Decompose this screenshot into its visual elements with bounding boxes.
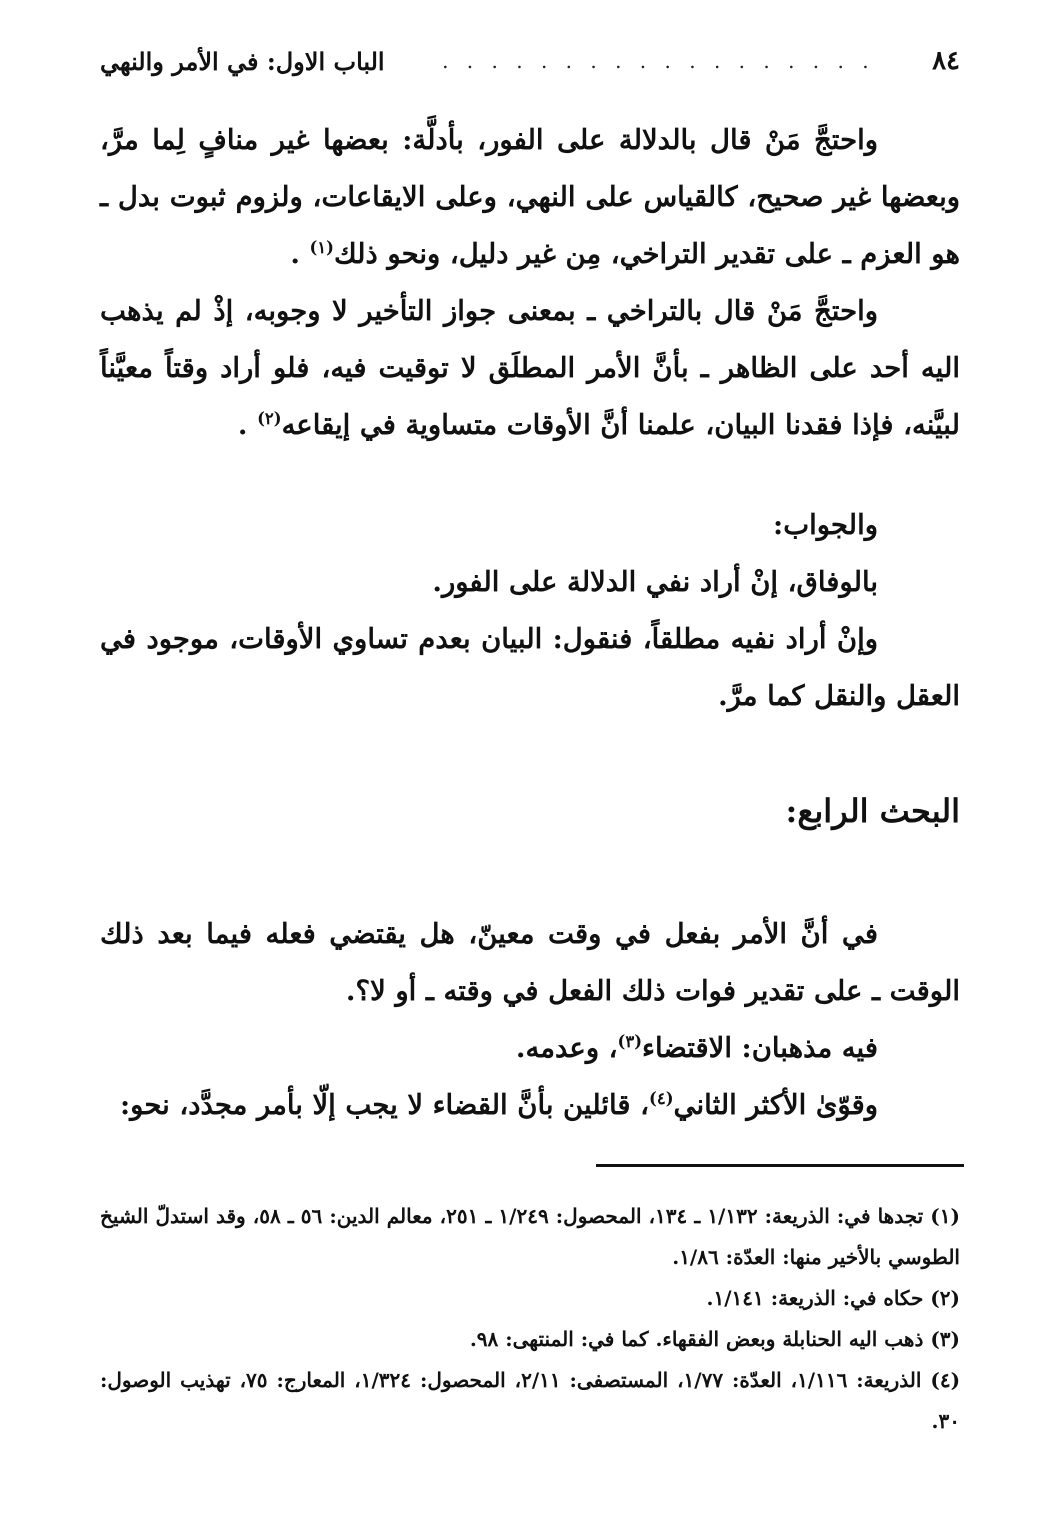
argument-section [100,112,960,454]
header-leader-dots: . . . . . . . . . . . . . . . . . . [442,49,875,73]
footnote-2: (٢) حكاه في: الذريعة: ١/١٤١. [706,1286,960,1310]
paragraph-delay-argument: واحتجَّ مَنْ قال بالتراخي ـ بمعنى جواز التأخير لا وجوبه، إذْ لم يذهب اليه أحد على الظاهر ـ بأنَّ الأمر المطلَق لا توقيت فيه، فلو أراد وقتاً معيَّناً لبيَّنه، فإذا فقدنا البيان، علمنا أنَّ الأوقات متساوية في إيقاعه$^{(٢)}$ . [100,295,960,441]
topic-question: في أنَّ الأمر بفعل في وقت معينّ، هل يقتضي فعله فيما بعد ذلك الوقت ـ على تقدير فوات ذلك الفعل في وقته ـ أو لا؟. [100,918,960,1007]
footnote-separator [596,1164,964,1167]
two-schools-line: فيه مذهبان: الاقتضاء$^{(٣)}$، وعدمه. [515,1031,878,1064]
page-header [100,38,960,84]
answer-label: والجواب: [773,509,878,541]
footnote-4: (٤) الذريعة: ١/١١٦، العدّة: ١/٧٧، المستصفى: ٢/١١، المحصول: ١/٣٢٤، المعارج: ٧٥، تهذيب الوصول: ٣٠. [100,1368,961,1433]
footnote-1: (١) تجدها في: الذريعة: ١/١٣٢ ـ ١٣٤، المحصول: ١/٢٤٩ ـ ٢٥١، معالم الدين: ٥٦ ـ ٥٨، وقد استدلّ الشيخ الطوسي بالأخير منها: العدّة: ١/٨٦. [100,1204,960,1269]
answer-section [100,497,960,725]
answer-line-2: وإنْ أراد نفيه مطلقاً، فنقول: البيان بعدم تساوي الأوقات، موجود في العقل والنقل كما مرَّ. [100,623,960,712]
fourth-topic-section [100,906,960,1134]
answer-line-1: بالوفاق، إنْ أراد نفي الدلالة على الفور. [432,566,878,598]
section-heading: البحث الرابع: [785,792,960,830]
majority-opinion-line: وقوّىٰ الأكثر الثاني$^{(٤)}$، قائلين بأنَّ القضاء لا يجب إلّا بأمر مجدَّد، نحو: [120,1088,878,1121]
footnote-ref-3: (٣) [617,1031,643,1051]
paragraph-immediacy-argument: واحتجَّ مَنْ قال بالدلالة على الفور، بأدلَّة: بعضها غير منافٍ لِما مرَّ، وبعضها غير صحيح، كالقياس على النهي، وعلى الايقاعات، ولزوم ثبوت بدل ـ هو العزم ـ على تقدير التراخي، مِن غير دليل، ونحو ذلك$^{(١)}$ . [100,124,960,270]
page-number: ٨٤ [932,46,960,76]
running-title: الباب الاول: في الأمر والنهي [100,46,385,76]
footnote-ref-1: (١) [309,237,334,257]
footnote-ref-4: (٤) [649,1088,674,1108]
footnote-ref-2: (٢) [257,408,282,428]
footnote-3: (٣) ذهب اليه الحنابلة وبعض الفقهاء. كما في: المنتهى: ٩٨. [469,1327,960,1351]
footnotes [100,1196,960,1442]
